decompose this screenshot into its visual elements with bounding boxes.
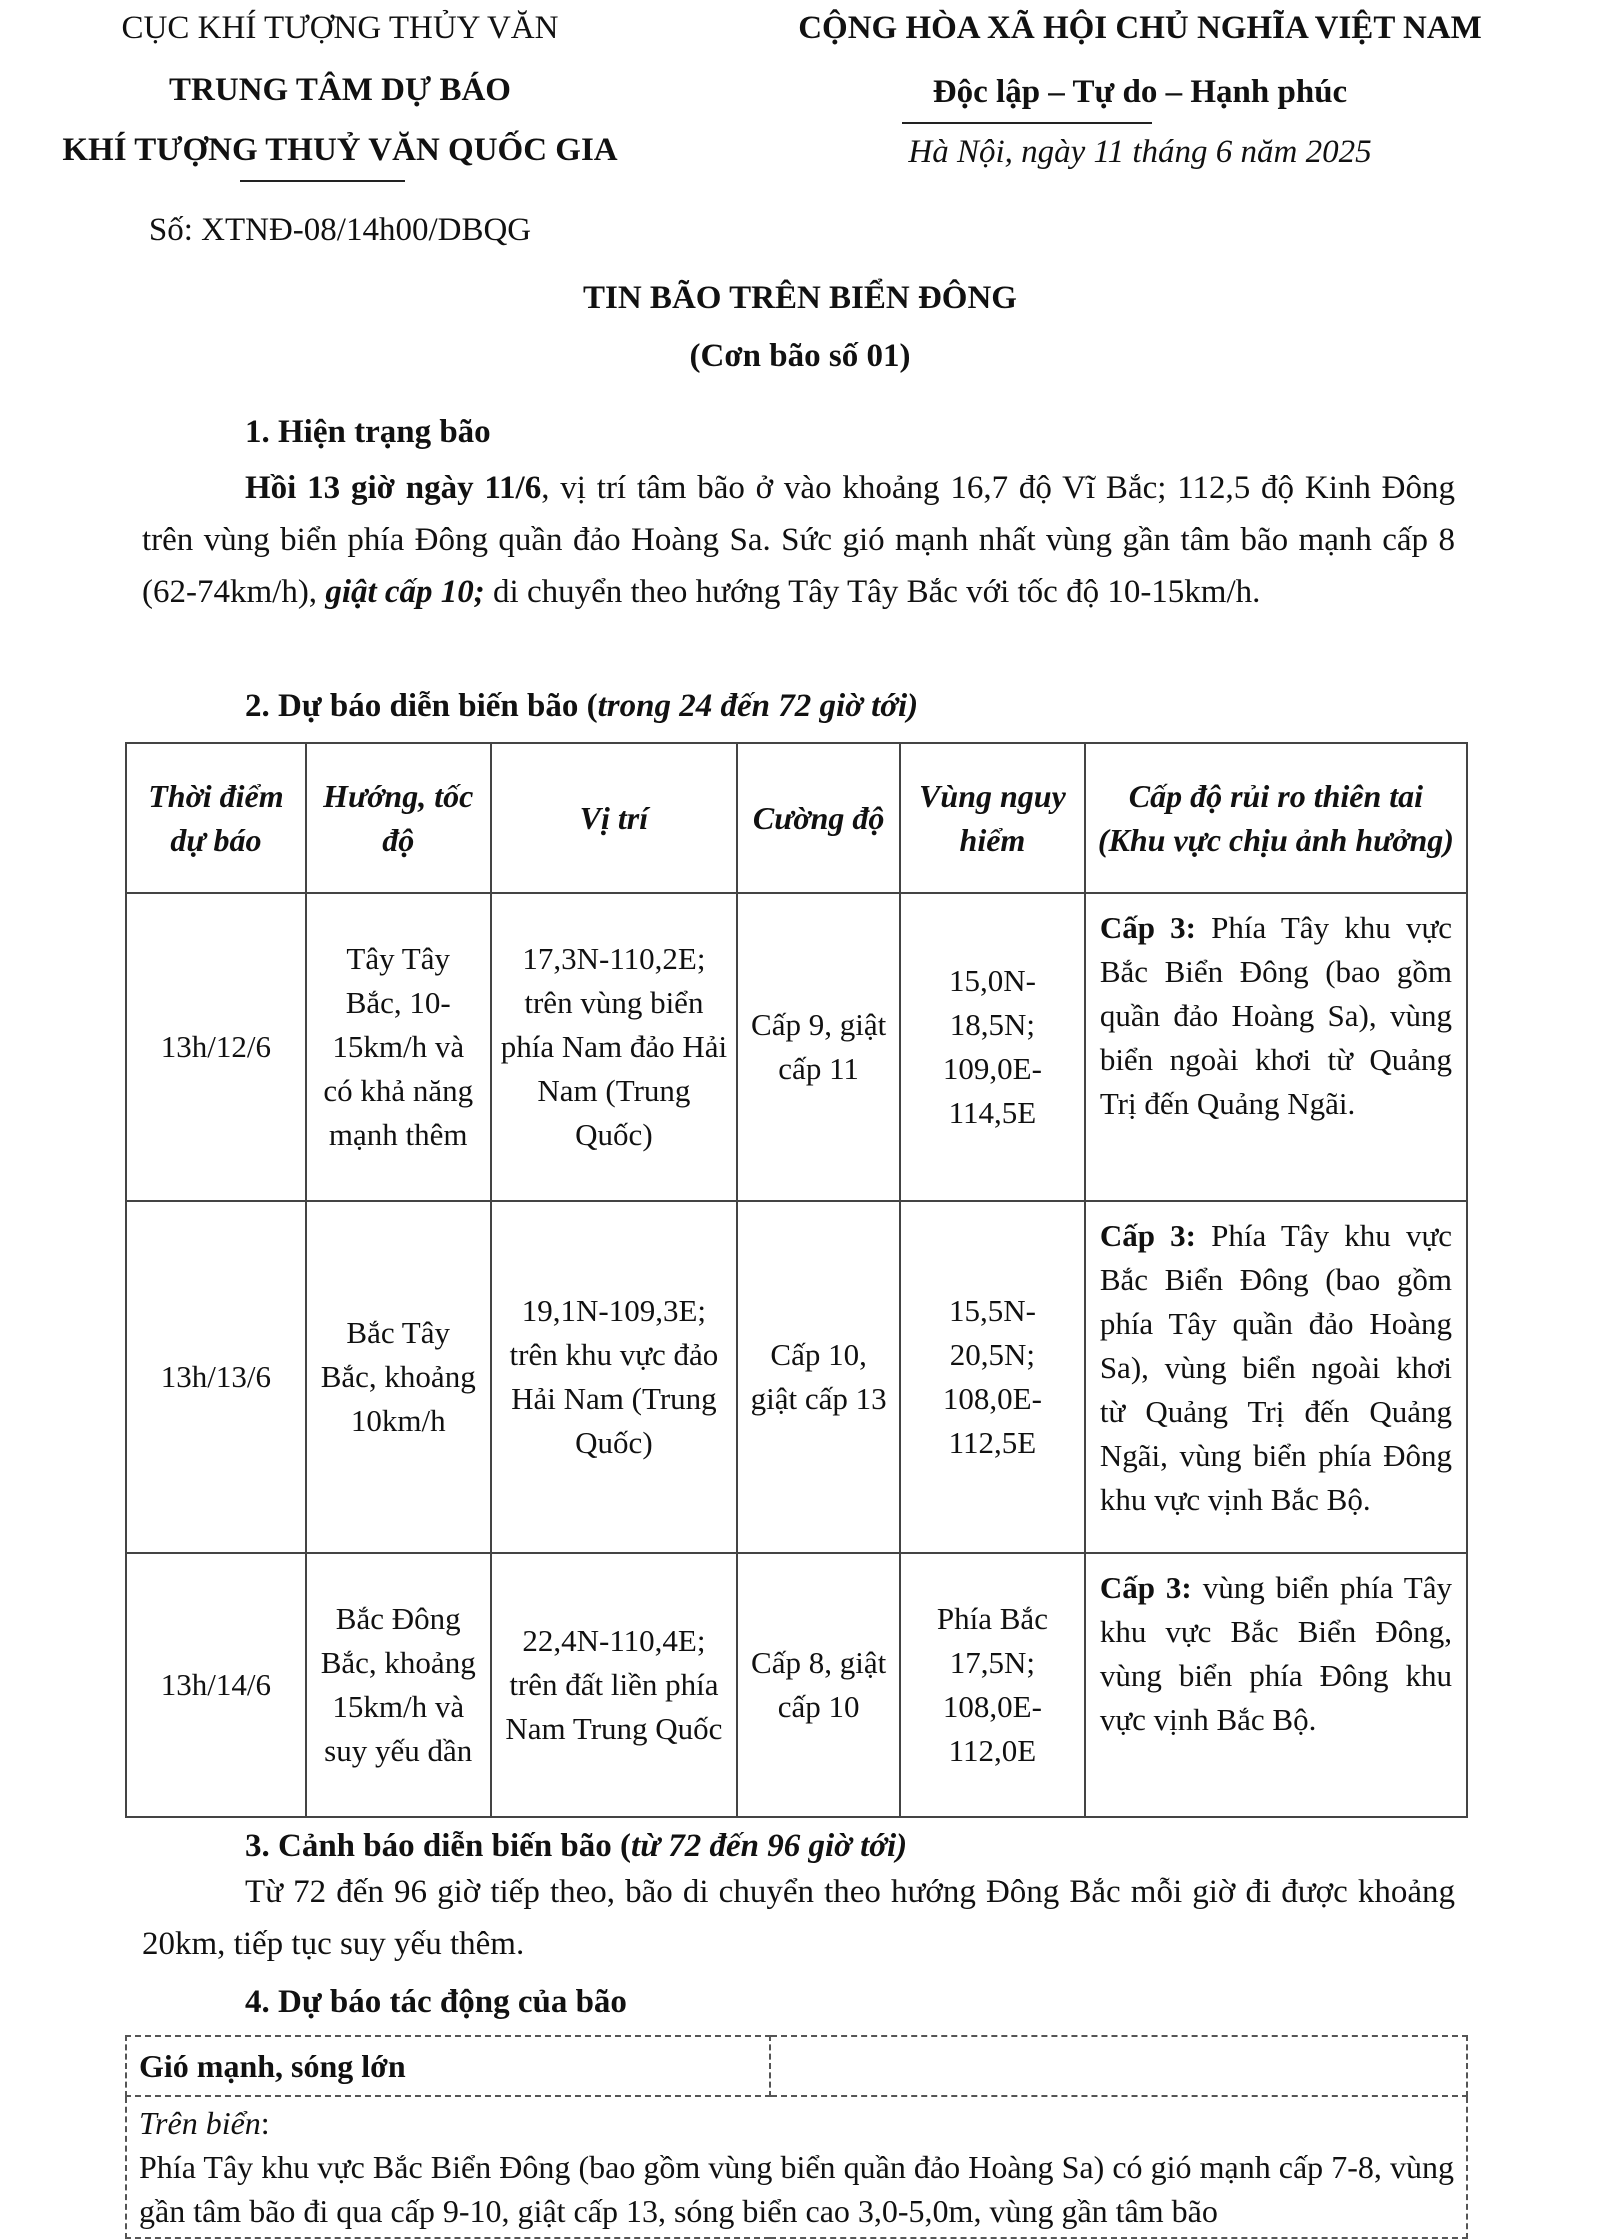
column-header-time: Thời điểm dự báo [126,743,306,893]
document-title: TIN BÃO TRÊN BIỂN ĐÔNG [583,280,1017,316]
cell-position: 22,4N-110,4E; trên đất liền phía Nam Trung Quốc [491,1553,738,1817]
cell-intensity: Cấp 8, giật cấp 10 [737,1553,900,1817]
risk-level: Cấp 3: [1099,910,1196,945]
section-2-heading-period: trong 24 đến 72 giờ tới) [597,688,919,724]
sea-label-colon: : [260,2105,270,2141]
impact-row-sea [126,2096,1467,2238]
risk-level: Cấp 3: [1099,1218,1196,1253]
column-header-danger-zone: Vùng nguy hiểm [900,743,1085,893]
table-row [126,1201,1467,1553]
country-name: CỘNG HÒA XÃ HỘI CHỦ NGHĨA VIỆT NAM [798,10,1482,46]
column-header-position: Vị trí [491,743,738,893]
observation-time: Hồi 13 giờ ngày 11/6 [245,470,542,506]
column-header-risk: Cấp độ rủi ro thiên tai (Khu vực chịu ảnh hưởng) [1085,743,1467,893]
cell-direction: Bắc Đông Bắc, khoảng 15km/h và suy yếu dần [306,1553,491,1817]
cell-danger-zone: 15,0N-18,5N; 109,0E-114,5E [900,893,1085,1201]
cell-intensity: Cấp 9, giật cấp 11 [737,893,900,1201]
column-header-intensity: Cường độ [737,743,900,893]
document-subtitle: (Cơn bão số 01) [689,338,911,374]
sea-label: Trên biển [139,2105,261,2141]
section-3-heading [245,1826,907,1866]
section-2-heading [245,686,918,726]
place-date: Hà Nội, ngày 11 tháng 6 năm 2025 [908,134,1372,170]
section-3-heading-text: 3. Cảnh báo diễn biến bão ( [245,1828,632,1864]
impact-title-empty [770,2036,1467,2096]
agency-underline [240,180,405,182]
section-3-body: Từ 72 đến 96 giờ tiếp theo, bão di chuyển theo hướng Đông Bắc mỗi giờ đi được khoảng 20km, tiếp tục suy yếu thêm. [142,1874,1455,1962]
agency-subunit-2: KHÍ TƯỢNG THUỶ VĂN QUỐC GIA [62,132,618,168]
cell-direction: Tây Tây Bắc, 10-15km/h và có khả năng mạnh thêm [306,893,491,1201]
impact-table [125,2035,1468,2239]
forecast-table-header [126,743,1467,893]
impact-sea-cell [126,2096,1467,2238]
section-4-heading: 4. Dự báo tác động của bão [245,1984,627,2020]
section-1-body [142,462,1455,618]
cell-position: 17,3N-110,2E; trên vùng biển phía Nam đảo Hải Nam (Trung Quốc) [491,893,738,1201]
cell-risk [1085,1553,1467,1817]
section-2-heading-text: 2. Dự báo diễn biến bão ( [245,688,598,724]
sea-impact-text: Phía Tây khu vực Bắc Biển Đông (bao gồm vùng biển quần đảo Hoàng Sa) có gió mạnh cấp 7-8, vùng gần tâm bão đi qua cấp 9-10, giật cấp 13, sóng biển cao 3,0-5,0m, vùng gần tâm bão [139,2149,1454,2229]
impact-row-title [126,2036,1467,2096]
document-number: Số: XTNĐ-08/14h00/DBQG [148,212,532,248]
cell-position: 19,1N-109,3E; trên khu vực đảo Hải Nam (Trung Quốc) [491,1201,738,1553]
agency-subunit: TRUNG TÂM DỰ BÁO [169,72,511,108]
risk-area: Phía Tây khu vực Bắc Biển Đông (bao gồm quần đảo Hoàng Sa), vùng biển ngoài khơi từ Quảng Trị đến Quảng Ngãi. [1099,910,1452,1121]
motto-underline [902,122,1152,124]
cell-risk [1085,1201,1467,1553]
section-3-heading-period: từ 72 đến 96 giờ tới) [631,1828,908,1864]
table-row [126,1553,1467,1817]
table-row [126,893,1467,1201]
section-1-text-a: , vị trí tâm bão ở vào khoảng 16,7 độ Vĩ Bắc; 112,5 độ Kinh Đông trên vùng biển phía Đông quần đảo Hoàng Sa. Sức gió mạnh nhất vùng gần tâm bão mạnh cấp 8 (62-74km/h), [142,470,1456,610]
risk-area: Phía Tây khu vực Bắc Biển Đông (bao gồm phía Tây quần đảo Hoàng Sa), vùng biển ngoài khơi từ Quảng Trị đến Quảng Ngãi, vùng biển phía Đông khu vực vịnh Bắc Bộ. [1099,1218,1452,1517]
risk-level: Cấp 3: [1099,1570,1192,1605]
cell-time: 13h/14/6 [126,1553,306,1817]
national-motto: Độc lập – Tự do – Hạnh phúc [932,74,1348,110]
cell-intensity: Cấp 10, giật cấp 13 [737,1201,900,1553]
column-header-direction: Hướng, tốc độ [306,743,491,893]
cell-time: 13h/12/6 [126,893,306,1201]
section-1-text-b: di chuyển theo hướng Tây Tây Bắc với tốc độ 10-15km/h. [484,574,1261,610]
section-1-heading: 1. Hiện trạng bão [245,414,491,450]
forecast-table [125,742,1468,1818]
cell-time: 13h/13/6 [126,1201,306,1553]
cell-direction: Bắc Tây Bắc, khoảng 10km/h [306,1201,491,1553]
gust-level: giật cấp 10; [325,574,485,610]
cell-danger-zone: 15,5N-20,5N; 108,0E-112,5E [900,1201,1085,1553]
cell-risk [1085,893,1467,1201]
impact-title: Gió mạnh, sóng lớn [126,2036,770,2096]
cell-danger-zone: Phía Bắc 17,5N; 108,0E-112,0E [900,1553,1085,1817]
risk-area: vùng biển phía Tây khu vực Bắc Biển Đông, vùng biển phía Đông khu vực vịnh Bắc Bộ. [1099,1570,1452,1737]
agency-name: CỤC KHÍ TƯỢNG THỦY VĂN [121,10,559,46]
